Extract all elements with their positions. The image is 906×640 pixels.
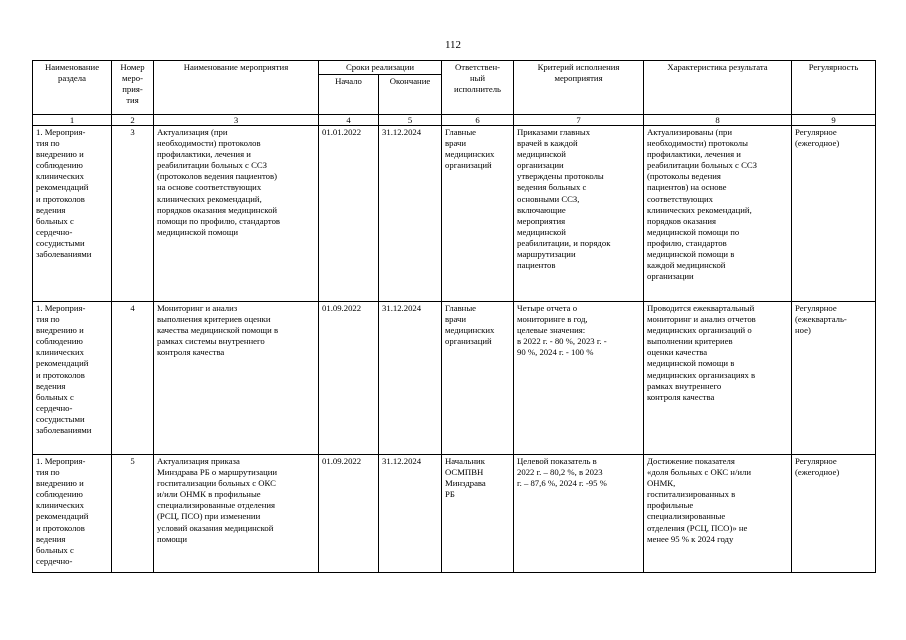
header-end: Окончание bbox=[379, 75, 442, 115]
page-number: 112 bbox=[444, 39, 462, 51]
header-section: Наименование раздела bbox=[33, 61, 112, 115]
cell-start: 01.09.2022 bbox=[319, 455, 379, 573]
cell-criterion: Четыре отчета о мониторинге в год, целевые значения: в 2022 г. - 80 %, 2023 г. - 90 %, 2024 г. - 100 % bbox=[514, 302, 644, 455]
column-number: 1 bbox=[33, 115, 112, 126]
events-table bbox=[32, 60, 876, 573]
column-number: 8 bbox=[644, 115, 792, 126]
column-number: 7 bbox=[514, 115, 644, 126]
cell-section: 1. Мероприя- тия по внедрению и соблюдению клинических рекомендаций и протоколов ведения больных с сердечно- сосудистыми заболеваниями bbox=[33, 302, 112, 455]
cell-responsible: Главные врачи медицинских организаций bbox=[442, 126, 514, 302]
column-number: 9 bbox=[792, 115, 876, 126]
cell-criterion: Приказами главных врачей в каждой медицинской организации утверждены протоколы ведения больных с основными ССЗ, включающие мероприятия медицинской реабилитации, и порядок маршрутизации пациентов bbox=[514, 126, 644, 302]
cell-responsible: Начальник ОСМПВН Минздрава РБ bbox=[442, 455, 514, 573]
cell-event: Актуализация приказа Минздрава РБ о маршрутизации госпитализации больных с ОКС и/или ОНМК в профильные специализированные отделения (РСЦ, ПСО) при изменении условий оказания медицинской помощи bbox=[154, 455, 319, 573]
column-number: 4 bbox=[319, 115, 379, 126]
cell-result: Проводится ежеквартальный мониторинг и анализ отчетов медицинских организаций о выполнении критериев оценки качества медицинской помощи в медицинских организациях в рамках внутреннего контроля качества bbox=[644, 302, 792, 455]
cell-end: 31.12.2024 bbox=[379, 126, 442, 302]
cell-section: 1. Мероприя- тия по внедрению и соблюдению клинических рекомендаций и протоколов ведения больных с сердечно- сосудистыми заболеваниями bbox=[33, 126, 112, 302]
header-number: Номер меро- прия- тия bbox=[112, 61, 154, 115]
cell-number: 3 bbox=[112, 126, 154, 302]
header-event: Наименование мероприятия bbox=[154, 61, 319, 115]
cell-regularity: Регулярное (ежегодное) bbox=[792, 455, 876, 573]
header-criterion: Критерий исполнения мероприятия bbox=[514, 61, 644, 115]
table-row bbox=[33, 455, 876, 573]
cell-event: Мониторинг и анализ выполнения критериев оценки качества медицинской помощи в рамках системы внутреннего контроля качества bbox=[154, 302, 319, 455]
cell-end: 31.12.2024 bbox=[379, 302, 442, 455]
cell-result: Актуализированы (при необходимости) протоколы профилактики, лечения и реабилитации больных с ССЗ (протоколы ведения пациентов) на основе соответствующих клинических рекомендаций, порядков оказания медицинской помощи по профилю, стандартов медицинской помощи в каждой медицинской организации bbox=[644, 126, 792, 302]
header-responsible: Ответствен- ный исполнитель bbox=[442, 61, 514, 115]
header-result: Характеристика результата bbox=[644, 61, 792, 115]
cell-result: Достижение показателя «доля больных с ОКС н/или ОНМК, госпитализированных в профильные специализированные отделения (РСЦ, ПСО)» не менее 95 % к 2024 году bbox=[644, 455, 792, 573]
cell-regularity: Регулярное (ежегодное) bbox=[792, 126, 876, 302]
cell-number: 4 bbox=[112, 302, 154, 455]
header-deadlines: Сроки реализации bbox=[319, 61, 442, 75]
cell-criterion: Целевой показатель в 2022 г. – 80,2 %, в 2023 г. – 87,6 %, 2024 г. -95 % bbox=[514, 455, 644, 573]
cell-responsible: Главные врачи медицинских организаций bbox=[442, 302, 514, 455]
column-number: 2 bbox=[112, 115, 154, 126]
column-number: 3 bbox=[154, 115, 319, 126]
column-number: 6 bbox=[442, 115, 514, 126]
cell-start: 01.01.2022 bbox=[319, 126, 379, 302]
column-number-row bbox=[33, 115, 876, 126]
cell-regularity: Регулярное (ежекварталь- ное) bbox=[792, 302, 876, 455]
cell-end: 31.12.2024 bbox=[379, 455, 442, 573]
cell-number: 5 bbox=[112, 455, 154, 573]
cell-event: Актуализация (при необходимости) протоколов профилактики, лечения и реабилитации больных с ССЗ (протоколов ведения пациентов) на основе соответствующих клинических рекомендаций, порядков оказания медицинской помощи по профилю, стандартов медицинской помощи bbox=[154, 126, 319, 302]
table-row bbox=[33, 302, 876, 455]
header-start: Начало bbox=[319, 75, 379, 115]
column-number: 5 bbox=[379, 115, 442, 126]
cell-section: 1. Мероприя- тия по внедрению и соблюдению клинических рекомендаций и протоколов ведения больных с сердечно- bbox=[33, 455, 112, 573]
cell-start: 01.09.2022 bbox=[319, 302, 379, 455]
table-row bbox=[33, 126, 876, 302]
header-regularity: Регулярность bbox=[792, 61, 876, 115]
